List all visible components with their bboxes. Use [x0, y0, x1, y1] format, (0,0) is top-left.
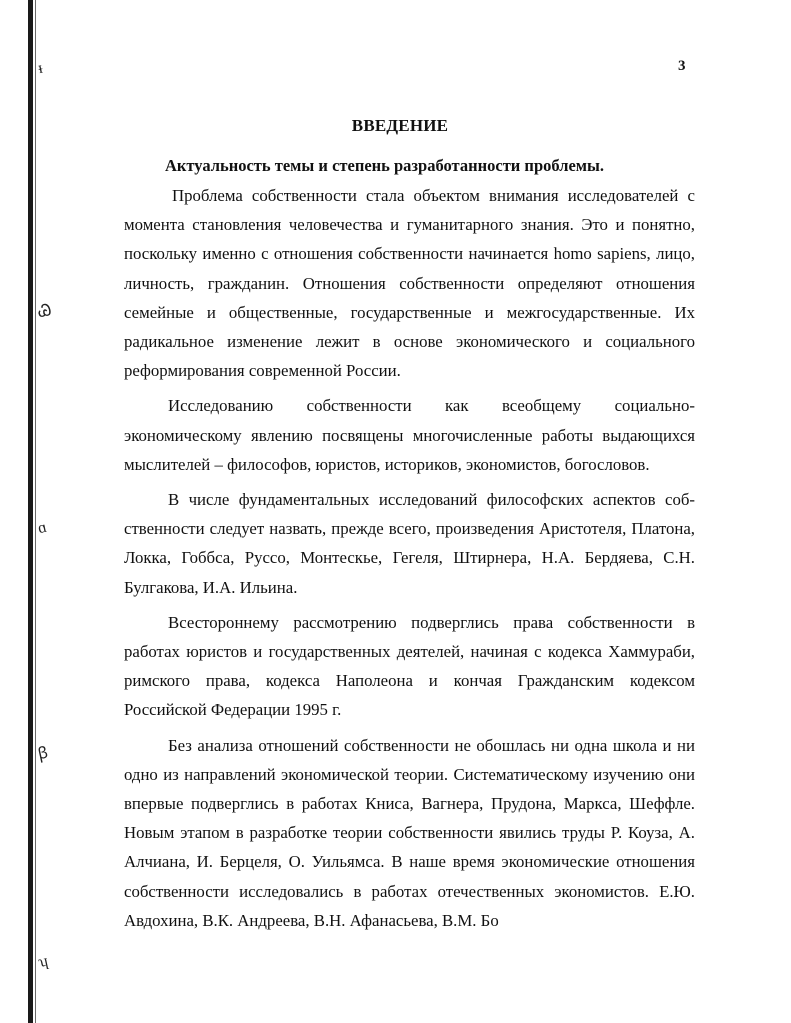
margin-punch-mark: Ꮚ [36, 301, 54, 322]
page-number: 3 [678, 58, 686, 74]
page-binding-edge [28, 0, 33, 1023]
margin-punch-mark: ᵻ [36, 59, 45, 78]
section-heading: Актуальность темы и степень разработанности проблемы. [165, 156, 605, 175]
paragraph: Проблема собственности стала объектом внимания исследователей с момента становления человечества и гуманитарного знания. Это и понятно, поскольку именно с отношения собственности начинается homo sapiens, лицо, личность, гражданин. Отношения собственности определяют отношения семейные и общественные, государственные и межгосударственные. Их радикальное изменение лежит в основе экономического и социального реформирования современной России. [124, 186, 695, 381]
paragraph: Без анализа отношений собственности не обошлась ни одна школа и ни одно из направлений экономической теории. Систематическому изучению они впервые подверглись в работах Книса, Вагнера, Прудона, Маркса, Шеффле. Новым этапом в разработке теории собственности явились труды Р. Коуза, А. Алчиана, И. Берцеля, О. Уильямса. В наше время экономические отношения собственности исследовались в работах отечественных экономистов. Е.Ю. Авдохина, В.К. Андреева, В.Н. Афанасьева, В.М. Бо [124, 735, 695, 930]
page-binding-shadow [35, 0, 36, 1023]
margin-punch-mark: ɑ [36, 518, 49, 538]
paragraph: В числе фундаментальных исследований философских аспектов собственности следует назвать, прежде всего, произведения Аристотеля, Платона, Локка, Гоббса, Руссо, Монтескье, Гегеля, Штирнера, Н.А. Бердяева, С.Н. Булгакова, И.А. Ильина. [124, 490, 695, 597]
margin-punch-mark: ʮ [36, 952, 50, 972]
paragraph: Исследованию собственности как всеобщему социально-экономическому явлению посвящены многочисленные работы выдающихся мыслителей – философов, юристов, историков, экономистов, богословов. [124, 396, 695, 474]
body-text [124, 181, 695, 941]
paragraph: Всестороннему рассмотрению подверглись права собственности в работах юристов и государственных деятелей, начиная с кодекса Хаммураби, римского права, кодекса Наполеона и кончая Гражданским кодексом Российской Федерации 1995 г. [124, 612, 695, 720]
margin-punch-mark: ꞵ [36, 744, 50, 764]
page-title: ВВЕДЕНИЕ [351, 116, 449, 135]
